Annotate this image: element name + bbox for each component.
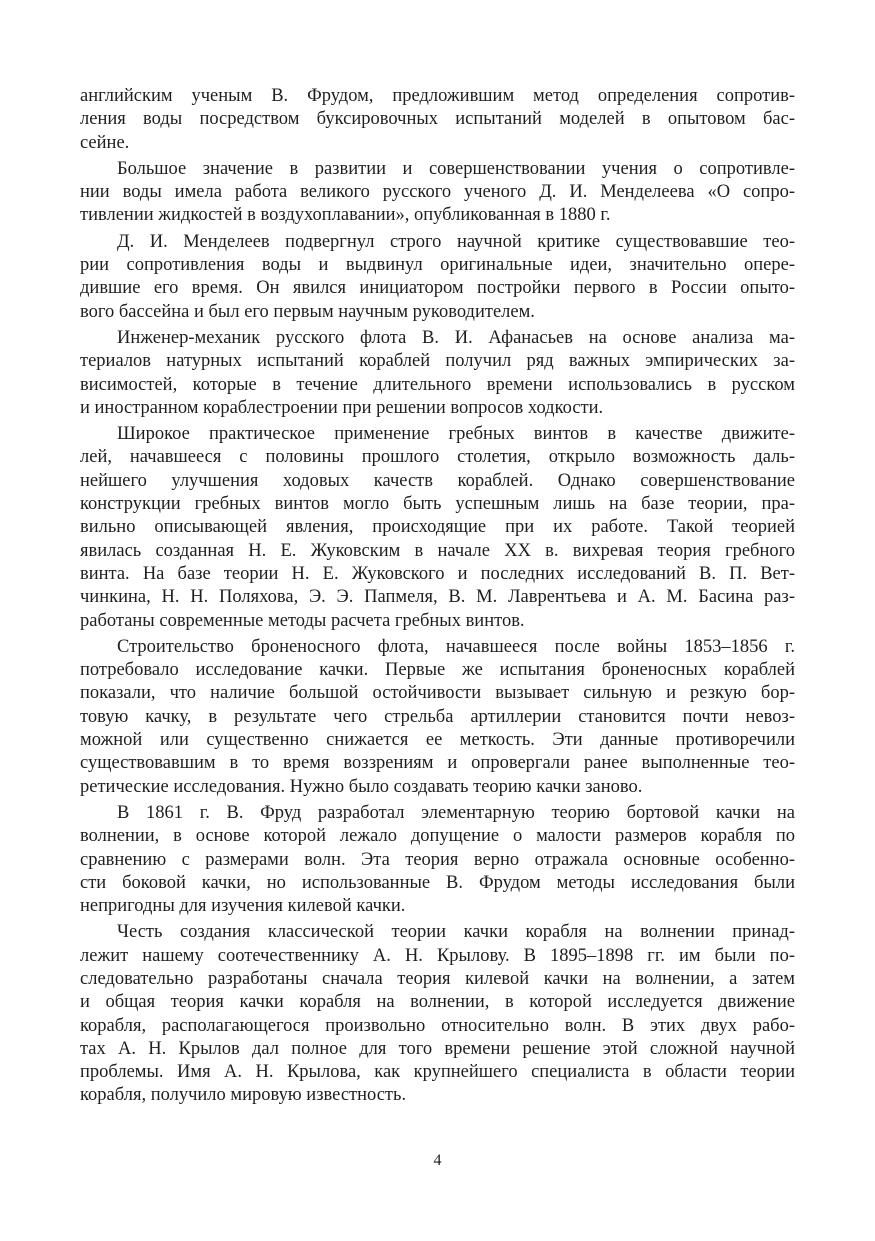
text-line: лежит нашему соотечественнику А. Н. Крылову. В 1895–1898 гг. им были по- <box>80 945 795 966</box>
text-line: лей, начавшееся с половины прошлого столетия, открыло возможность даль- <box>80 447 795 468</box>
text-line: вильно описывающей явления, происходящие при их работе. Такой теорией <box>80 517 795 538</box>
text-line: териалов натурных испытаний кораблей получил ряд важных эмпирических за- <box>80 351 795 372</box>
text-line: ления воды посредством буксировочных испытаний моделей в опытовом бас- <box>80 109 795 130</box>
text-line: показали, что наличие большой остойчивости вызывает сильную и резкую бор- <box>80 683 795 704</box>
text-line: существовавшим в то время воззрениям и опровергали ранее выполненные тео- <box>80 753 795 774</box>
text-line: сравнению с размерами волн. Эта теория верно отражала основные особенно- <box>80 849 795 870</box>
paragraph <box>80 231 795 324</box>
paragraph <box>80 327 795 420</box>
text-line: чинкина, Н. Н. Поляхова, Э. Э. Папмеля, В. М. Лаврентьева и А. М. Басина раз- <box>80 587 795 608</box>
text-line: сти боковой качки, но использованные В. Фрудом методы исследования были <box>80 872 795 893</box>
text-line: Инженер-механик русского флота В. И. Афанасьев на основе анализа ма- <box>117 327 795 348</box>
text-line: дившие его время. Он явился инициатором постройки первого в России опыто- <box>80 278 795 299</box>
text-line: висимостей, которые в течение длительного времени использовались в русском <box>80 374 795 395</box>
text-line: корабля, располагающегося произвольно относительно волн. В этих двух рабо- <box>80 1015 795 1036</box>
paragraph <box>80 158 795 228</box>
paragraph <box>80 85 795 155</box>
text-line: сейне. <box>80 132 130 153</box>
text-line: английским ученым В. Фрудом, предложившим метод определения сопротив- <box>80 86 795 106</box>
page-body <box>80 85 795 1111</box>
text-line: Строительство броненосного флота, начавшееся после войны 1853–1856 г. <box>117 636 795 657</box>
text-line: нейшего улучшения ходовых качеств кораблей. Однако совершенствование <box>80 470 795 491</box>
text-line: проблемы. Имя А. Н. Крылова, как крупнейшего специалиста в области теории <box>80 1062 795 1083</box>
text-line: рии сопротивления воды и выдвинул оригинальные идеи, значительно опере- <box>80 255 795 276</box>
text-line: Д. И. Менделеев подвергнул строго научной критике существовавшие тео- <box>117 231 795 252</box>
text-line: следовательно разработаны сначала теория килевой качки на волнении, а затем <box>80 968 795 989</box>
text-line: товую качку, в результате чего стрельба артиллерии становится почти невоз- <box>80 706 795 727</box>
text-line: тах А. Н. Крылов дал полное для того времени решение этой сложной научной <box>80 1038 795 1059</box>
text-line: волнении, в основе которой лежало допущение о малости размеров корабля по <box>80 826 795 847</box>
text-line: работаны современные методы расчета гребных винтов. <box>80 610 525 631</box>
paragraph <box>80 636 795 799</box>
paragraph <box>80 921 795 1107</box>
paragraph <box>80 802 795 918</box>
text-line: конструкции гребных винтов могло быть успешным лишь на базе теории, пра- <box>80 494 795 515</box>
text-line: тивлении жидкостей в воздухоплавании», опубликованная в 1880 г. <box>80 205 611 226</box>
text-line: потребовало исследование качки. Первые же испытания броненосных кораблей <box>80 660 795 681</box>
text-line: нии воды имела работа великого русского ученого Д. И. Менделеева «О сопро- <box>80 182 795 203</box>
text-line: корабля, получило мировую известность. <box>80 1085 407 1106</box>
text-line: Честь создания классической теории качки корабля на волнении принад- <box>117 922 795 943</box>
text-line: В 1861 г. В. Фруд разработал элементарную теорию бортовой качки на <box>117 802 795 823</box>
text-line: и общая теория качки корабля на волнении, в которой исследуется движение <box>80 992 795 1013</box>
page-number: 4 <box>433 1152 442 1169</box>
text-line: непригодны для изучения килевой качки. <box>80 896 406 917</box>
text-line: можной или существенно снижается ее меткость. Эти данные противоречили <box>80 730 795 751</box>
paragraph <box>80 423 795 633</box>
text-line: ретические исследования. Нужно было создавать теорию качки заново. <box>80 776 643 797</box>
text-line: Широкое практическое применение гребных винтов в качестве движите- <box>117 424 795 445</box>
text-line: явилась созданная Н. Е. Жуковским в начале XX в. вихревая теория гребного <box>80 540 795 561</box>
text-line: Большое значение в развитии и совершенствовании учения о сопротивле- <box>117 158 795 179</box>
text-line: вого бассейна и был его первым научным руководителем. <box>80 301 535 322</box>
text-line: винта. На базе теории Н. Е. Жуковского и последних исследований В. П. Вет- <box>80 563 795 584</box>
text-line: и иностранном кораблестроении при решении вопросов ходкости. <box>80 397 604 418</box>
